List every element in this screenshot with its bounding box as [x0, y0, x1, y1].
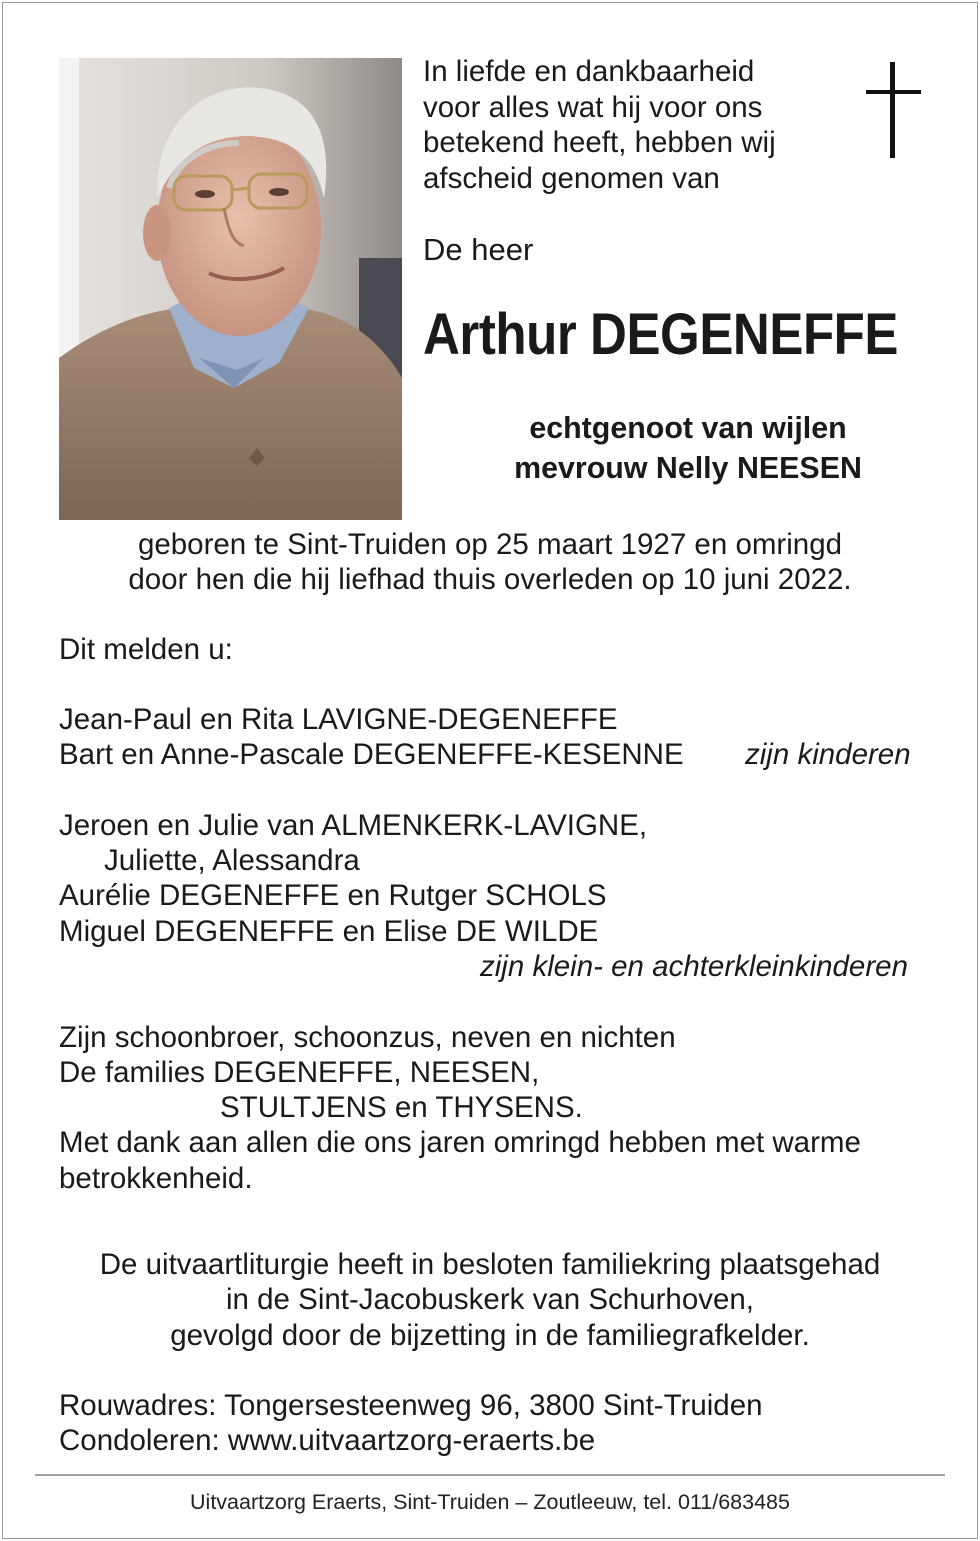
intro-line: betekend heeft, hebben wij — [423, 126, 776, 159]
death-line: door hen die hij liefhad thuis overleden op 10 juni 2022. — [128, 563, 852, 596]
grandchild-line: Juliette, Alessandra — [104, 844, 360, 877]
liturgy-line: gevolgd door de bijzetting in de familiegrafkelder. — [170, 1318, 810, 1352]
spouse-line-2: mevrouw Nelly NEESEN — [514, 450, 862, 485]
intro-line: afscheid genomen van — [423, 161, 720, 195]
children-relation: zijn kinderen — [745, 738, 911, 771]
intro-line: voor alles wat hij voor ons — [423, 90, 763, 124]
grandchild-line: Aurélie DEGENEFFE en Rutger SCHOLS — [59, 879, 607, 912]
birth-death-info — [0, 527, 980, 597]
liturgy-info — [0, 1247, 980, 1353]
spouse-line-1: echtgenoot van wijlen — [529, 410, 847, 445]
spouse-info — [428, 408, 947, 488]
deceased-name: Arthur DEGENEFFE — [423, 302, 899, 367]
honorific: De heer — [423, 232, 534, 267]
birth-line: geboren te Sint-Truiden op 25 maart 1927 en omringd — [137, 528, 843, 561]
liturgy-line: De uitvaartliturgie heeft in besloten familiekring plaatsgehad — [99, 1248, 881, 1281]
cross-icon — [862, 62, 924, 160]
intro-line: In liefde en dankbaarheid — [423, 55, 755, 88]
family-line: Met dank aan allen die ons jaren omringd hebben met warme — [59, 1126, 861, 1159]
grandchild-line: Miguel DEGENEFFE en Elise DE WILDE — [59, 915, 599, 948]
intro-text — [423, 54, 776, 196]
grandchildren-relation: zijn klein- en achterkleinkinderen — [480, 950, 908, 983]
grandchild-line: Jeroen en Julie van ALMENKERK-LAVIGNE, — [59, 809, 648, 842]
announced-by: Dit melden u: — [59, 633, 233, 666]
child-line: Bart en Anne-Pascale DEGENEFFE-KESENNE — [59, 738, 684, 771]
family-line: STULTJENS en THYSENS. — [220, 1091, 583, 1124]
mourning-address: Rouwadres: Tongersesteenweg 96, 3800 Sint-Truiden — [59, 1389, 763, 1422]
family-line: Zijn schoonbroer, schoonzus, neven en nichten — [59, 1021, 676, 1054]
footer-divider — [35, 1474, 945, 1476]
liturgy-line: in de Sint-Jacobuskerk van Schurhoven, — [225, 1283, 755, 1317]
funeral-home-footer: Uitvaartzorg Eraerts, Sint-Truiden – Zoutleeuw, tel. 011/683485 — [190, 1490, 790, 1514]
portrait-photo — [59, 58, 402, 520]
child-line: Jean-Paul en Rita LAVIGNE-DEGENEFFE — [59, 703, 618, 736]
family-line: De families DEGENEFFE, NEESEN, — [59, 1056, 540, 1089]
condolences-link[interactable]: Condoleren: www.uitvaartzorg-eraerts.be — [59, 1424, 596, 1457]
family-line: betrokkenheid. — [59, 1162, 253, 1195]
